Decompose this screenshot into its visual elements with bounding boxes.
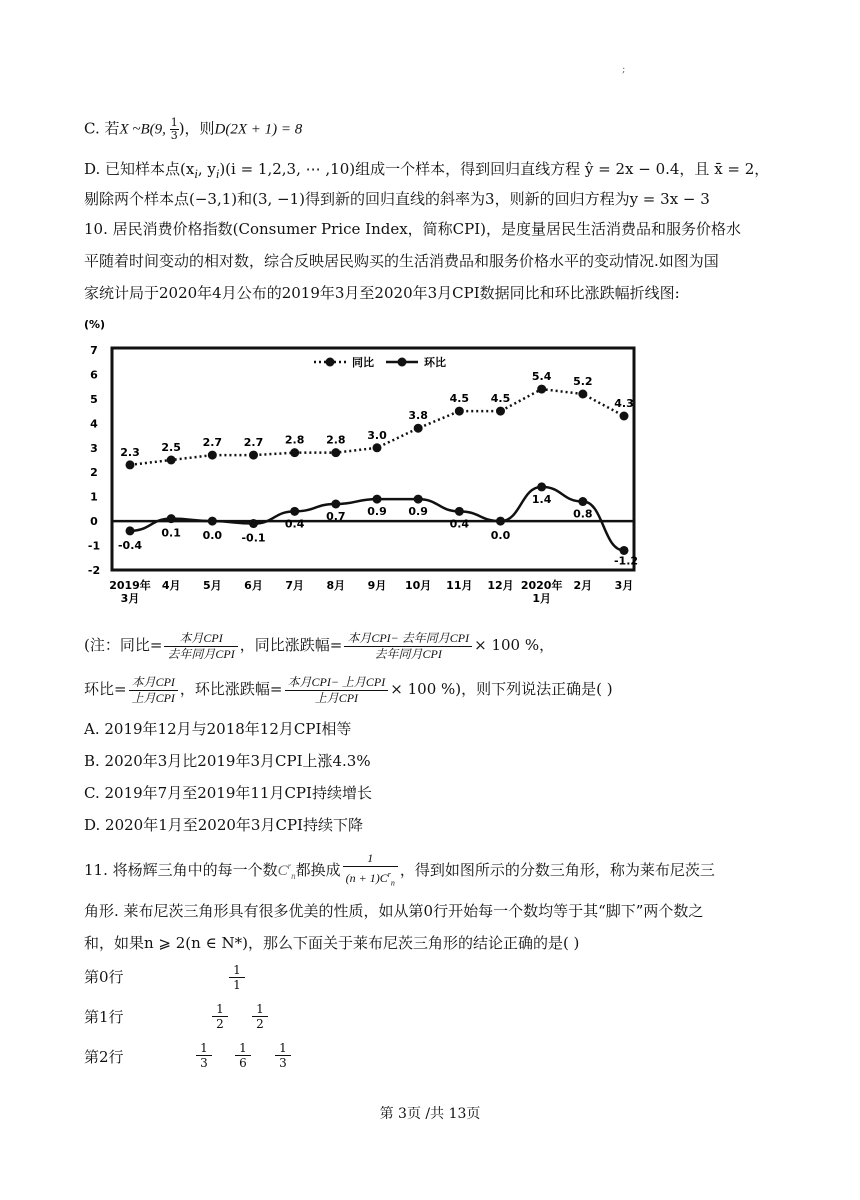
data-label-mom: 0.9 (408, 505, 428, 519)
y-tick-label: 5 (90, 392, 98, 406)
option-c-dist: ~B(9, (128, 121, 170, 138)
option-d-text-a: D. 已知样本点(x (84, 160, 195, 178)
triangle-r0-f0 (229, 963, 245, 992)
data-point-mom (331, 500, 340, 509)
x-tick-label: 2月 (573, 579, 593, 592)
data-point-yoy (455, 407, 464, 416)
data-point-yoy (167, 456, 176, 465)
option-d-sub-a: i (194, 167, 198, 181)
triangle-r2-f1 (235, 1041, 251, 1070)
frac-den: 2 (216, 1017, 224, 1031)
q11-text-a: 11. 将杨辉三角中的每一个数 (84, 861, 278, 879)
data-label-yoy: 4.5 (490, 392, 511, 406)
cpi-line-chart (84, 312, 644, 612)
frac-den: 3 (279, 1056, 287, 1070)
option-d-text-c: )(i = 1,2,3, ⋯ ,10)组成一个样本，得到回归直线方程 ŷ = 2x − 0.4，且 x̄ = 2， (219, 160, 770, 178)
y-tick-label: 2 (90, 466, 98, 480)
option-d-prev-line2: 剔除两个样本点(−3,1)和(3, −1)得到新的回归直线的斜率为3，则新的回归方程为y = 3x − 3 (84, 190, 710, 208)
x-tick-label: 1月 (532, 592, 551, 605)
data-point-mom (208, 517, 217, 526)
frac-num: 1 (212, 1002, 228, 1017)
q11-line3: 和，如果n ⩾ 2(n ∈ N*)，那么下面关于莱布尼茨三角形的结论正确的是( ) (84, 934, 580, 952)
data-point-mom (167, 514, 176, 523)
data-label-mom: 0.0 (490, 529, 511, 543)
data-label-yoy: 2.5 (161, 441, 181, 454)
data-point-mom (249, 519, 258, 528)
note2-mid: ，环比涨跌幅= (179, 680, 283, 698)
note2-fraction2 (285, 675, 389, 706)
data-point-yoy (126, 460, 135, 469)
y-tick-label: -1 (87, 539, 101, 553)
data-label-mom: 0.0 (202, 529, 223, 543)
y-tick-label: 7 (90, 344, 98, 357)
q11-line2: 角形. 莱布尼茨三角形具有很多优美的性质，如从第0行开始每一个数均等于其“脚下”两个数之 (84, 902, 704, 920)
x-tick-label: 9月 (367, 579, 387, 592)
data-label-yoy: 2.7 (243, 436, 264, 450)
legend-mom-label: 环比 (424, 356, 446, 369)
frac-den: 2 (256, 1017, 264, 1031)
triangle-row2-label: 第2行 (84, 1048, 124, 1066)
option-c-var: X (119, 121, 129, 138)
note1-f2-den: 去年同月CPI (374, 646, 442, 661)
data-label-mom: -1.2 (613, 554, 639, 568)
q10-line1: 10. 居民消费价格指数(Consumer Price Index，简称CPI)，是度量居民生活消费品和服务价格水 (84, 220, 742, 238)
option-c-frac-num: 1 (170, 116, 178, 129)
note1-mid: ，同比涨跌幅= (239, 636, 343, 654)
data-point-yoy (290, 448, 299, 457)
frac-den: 6 (239, 1056, 247, 1070)
note2-prefix: 环比= (84, 680, 127, 698)
note1-prefix: (注：同比= (84, 636, 163, 654)
plot-frame (112, 348, 634, 570)
data-label-mom: 0.4 (449, 517, 470, 531)
note2-f2-den: 上月CPI (314, 690, 359, 705)
note1-fraction2 (344, 631, 472, 662)
q11-fraction (343, 851, 398, 890)
data-label-mom: -0.1 (241, 531, 266, 545)
q11-frac-den: $(n + 1)C^r_n$ (345, 870, 395, 888)
data-point-mom (373, 495, 382, 504)
option-d-sub-b: i (215, 167, 220, 181)
data-label-mom: 1.4 (531, 492, 552, 506)
triangle-r2-f0 (196, 1041, 212, 1070)
x-tick-label: 2020年 (520, 579, 563, 592)
data-point-yoy (208, 451, 217, 460)
series-line-yoy (130, 389, 624, 465)
data-point-yoy (414, 424, 423, 433)
data-point-yoy (620, 412, 629, 421)
legend-solid-marker (398, 358, 407, 367)
x-tick-label: 3月 (614, 579, 634, 592)
q10-line3: 家统计局于2020年4月公布的2019年3月至2020年3月CPI数据同比和环比涨跌幅折线图: (84, 284, 680, 302)
data-label-yoy: 3.0 (367, 428, 387, 442)
page-corner-mark: ; (622, 64, 626, 75)
data-label-yoy: 3.8 (408, 409, 428, 423)
option-c-fraction (170, 117, 179, 142)
data-point-mom (290, 507, 299, 516)
legend-yoy-label: 同比 (352, 356, 374, 369)
q11-text-d: ，得到如图所示的分数三角形，称为莱布尼茨三 (399, 861, 715, 879)
option-d-prev-line1 (84, 158, 769, 185)
data-label-mom: 0.7 (326, 510, 346, 523)
note2-f2-num: 本月CPI− 上月CPI (285, 675, 389, 691)
triangle-row0-label: 第0行 (84, 968, 124, 986)
option-c-expr: D(2X + 1) = 8 (214, 121, 303, 138)
data-label-yoy: 5.2 (573, 375, 593, 388)
data-label-mom: 0.8 (573, 507, 593, 521)
q10-note1 (84, 626, 554, 664)
legend-dotted-marker (326, 358, 335, 367)
note2-f1-num: 本月CPI (129, 675, 178, 691)
triangle-r1-f1 (252, 1002, 268, 1031)
q10-option-b: B. 2020年3月比2019年3月CPI上涨4.3% (84, 752, 371, 770)
q11-c-letter: C (277, 863, 288, 879)
data-point-yoy (578, 390, 587, 399)
data-point-mom (496, 517, 505, 526)
data-label-yoy: 4.3 (614, 397, 634, 410)
q11-frac-num: 1 (343, 851, 398, 867)
data-point-yoy (373, 443, 382, 452)
x-tick-label: 10月 (405, 579, 432, 592)
triangle-r2-f2 (275, 1041, 291, 1070)
note1-f1-den: 去年同月CPI (167, 646, 235, 661)
option-d-text-b: , y (197, 160, 216, 178)
y-unit-label: (%) (84, 318, 106, 331)
data-point-yoy (496, 407, 505, 416)
y-tick-label: 4 (90, 417, 98, 431)
q10-option-d: D. 2020年1月至2020年3月CPI持续下降 (84, 816, 363, 834)
data-label-yoy: 2.8 (326, 433, 346, 447)
x-tick-label: 11月 (446, 579, 473, 592)
frac-num: 1 (229, 963, 245, 978)
x-tick-label: 3月 (120, 592, 140, 605)
y-tick-label: -2 (87, 564, 101, 577)
data-label-yoy: 2.7 (202, 436, 223, 450)
y-tick-label: 1 (90, 490, 98, 504)
data-label-mom: 0.1 (161, 526, 181, 540)
q11-line1 (84, 846, 715, 896)
note1-fraction1 (164, 631, 237, 662)
q10-option-c: C. 2019年7月至2019年11月CPI持续增长 (84, 784, 372, 802)
q11-frac-den-text: (n + 1)C (345, 871, 388, 886)
frac-den: 3 (200, 1056, 208, 1070)
x-tick-label: 4月 (161, 579, 181, 592)
data-point-mom (578, 497, 587, 506)
q11-text-b: 都换成 (295, 861, 341, 879)
note2-suffix: × 100 %)，则下列说法正确是( ) (390, 680, 613, 698)
triangle-r1-f0 (212, 1002, 228, 1031)
q10-line2: 平随着时间变动的相对数，综合反映居民购买的生活消费品和服务价格水平的变动情况.如图为国 (84, 252, 719, 270)
data-label-mom: -0.4 (117, 538, 143, 552)
frac-den: 1 (233, 978, 241, 992)
triangle-row1-label: 第1行 (84, 1008, 124, 1026)
data-point-yoy (331, 448, 340, 457)
data-point-mom (455, 507, 464, 516)
y-tick-label: 6 (90, 368, 98, 382)
q10-option-a: A. 2019年12月与2018年12月CPI相等 (84, 720, 352, 738)
frac-num: 1 (196, 1041, 212, 1056)
data-label-yoy: 2.3 (120, 445, 140, 459)
data-label-mom: 0.9 (367, 505, 387, 519)
page-footer: 第 3页 /共 13页 (379, 1106, 481, 1122)
q10-note2 (84, 670, 613, 708)
note1-suffix: × 100 %， (474, 636, 555, 654)
q11-combination-c: $C^r_n$ (277, 861, 296, 881)
frac-num: 1 (235, 1041, 251, 1056)
note1-f2-num: 本月CPI− 去年同月CPI (344, 631, 472, 647)
x-tick-label: 7月 (285, 579, 304, 592)
note1-f1-num: 本月CPI (164, 631, 237, 647)
data-label-yoy: 5.4 (531, 370, 552, 384)
data-point-mom (126, 526, 135, 535)
data-point-mom (537, 482, 546, 491)
x-tick-label: 6月 (244, 579, 263, 592)
option-c-prefix: C. 若 (84, 119, 120, 138)
data-point-mom (414, 495, 423, 504)
data-label-yoy: 2.8 (284, 433, 305, 447)
y-tick-label: 3 (90, 441, 98, 455)
frac-num: 1 (252, 1002, 268, 1017)
note2-fraction1 (129, 675, 178, 706)
option-c-prev (84, 117, 302, 142)
option-c-frac-den: 3 (170, 129, 178, 142)
y-tick-label: 0 (90, 515, 98, 529)
x-tick-label: 8月 (326, 579, 346, 592)
frac-num: 1 (275, 1041, 291, 1056)
data-point-yoy (249, 451, 258, 460)
x-tick-label: 2019年 (109, 579, 151, 592)
data-label-yoy: 4.5 (449, 392, 470, 406)
note2-f1-den: 上月CPI (131, 690, 175, 705)
x-tick-label: 5月 (203, 579, 222, 592)
x-tick-label: 12月 (487, 579, 514, 592)
data-point-yoy (537, 385, 546, 394)
option-c-mid: )，则 (178, 119, 215, 138)
data-label-mom: 0.4 (284, 517, 305, 531)
